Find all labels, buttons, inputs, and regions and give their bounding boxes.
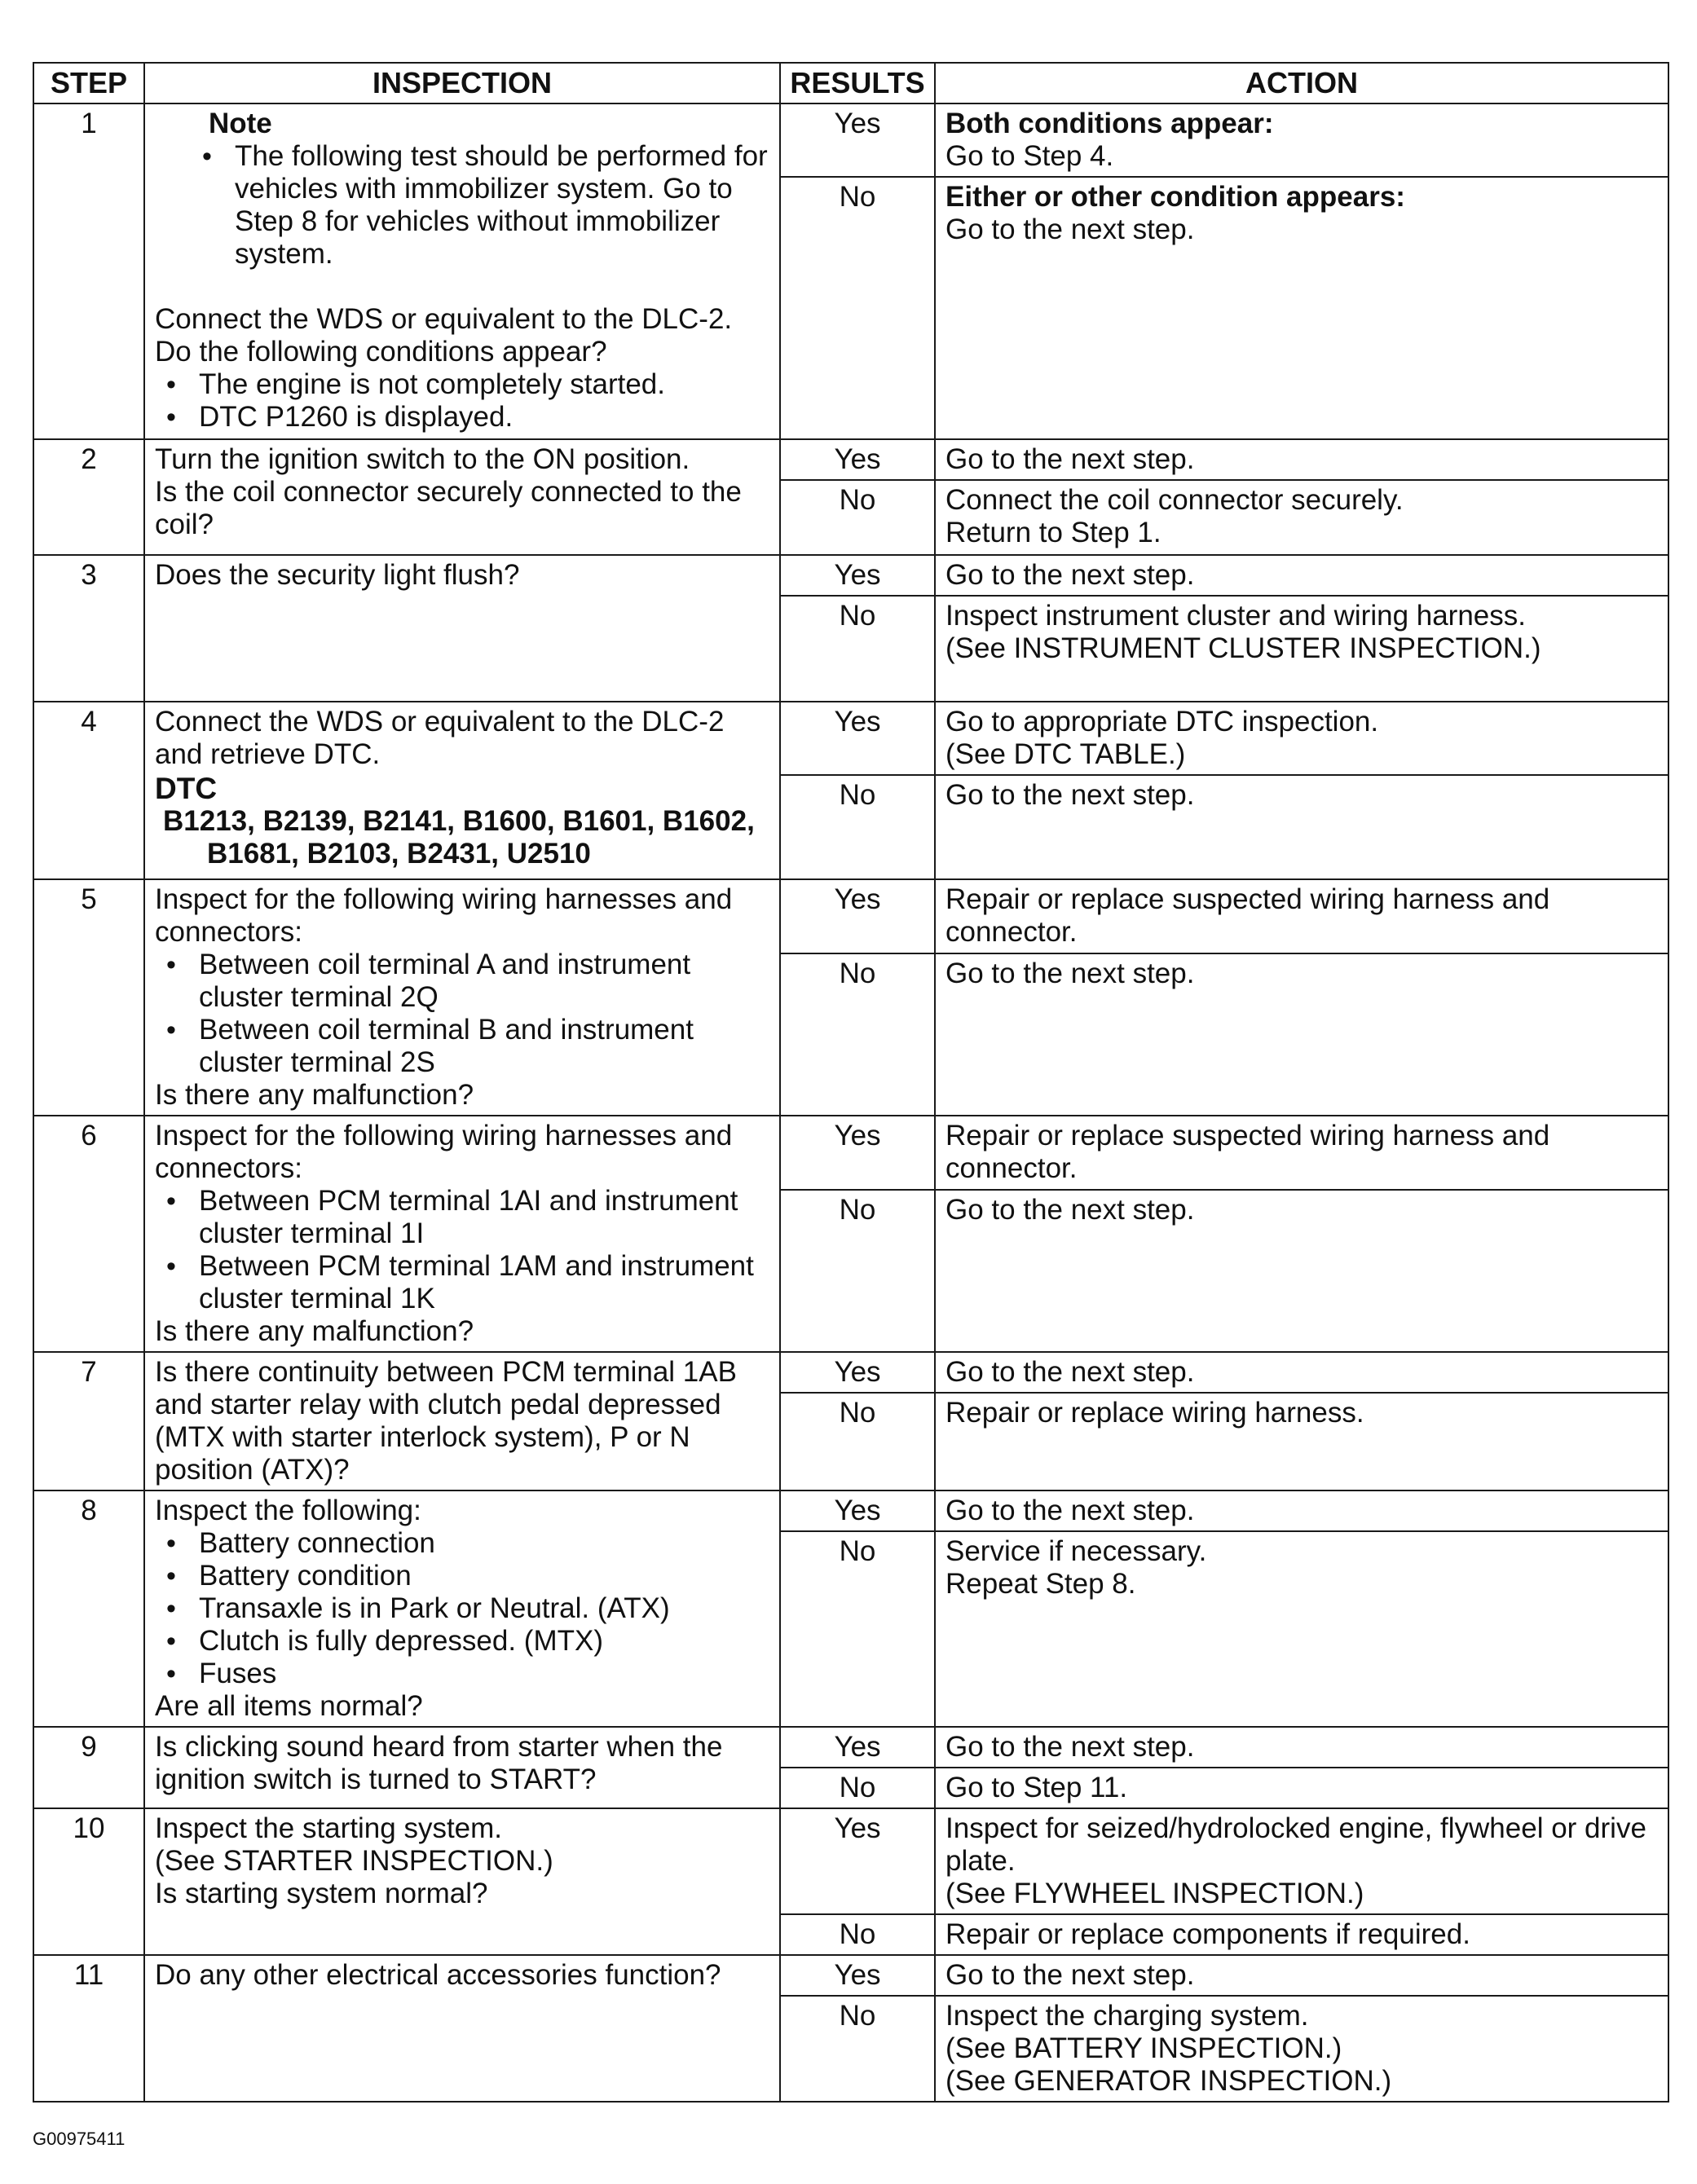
action-no: Repair or replace wiring harness. — [935, 1393, 1668, 1490]
step-inspection — [144, 1490, 780, 1727]
step-11-yes-row — [33, 1955, 1668, 1996]
diagnostic-procedure-table — [33, 62, 1669, 2103]
action-text: Inspect instrument cluster and wiring harness. — [945, 600, 1526, 632]
step-number: 1 — [33, 103, 144, 439]
inspection-line: Inspect the starting system. — [155, 1812, 503, 1844]
action-yes — [935, 1808, 1668, 1914]
result-no: No — [780, 1768, 935, 1808]
step-inspection — [144, 1955, 780, 2102]
step-8-yes-row — [33, 1490, 1668, 1531]
result-no: No — [780, 1190, 935, 1352]
inspection-line: Is starting system normal? — [155, 1878, 488, 1909]
table-header-row — [33, 63, 1668, 103]
step-inspection — [144, 1352, 780, 1490]
step-7-yes-row — [33, 1352, 1668, 1393]
step-number: 4 — [33, 702, 144, 879]
inspection-item: • Between coil terminal A and instrument cluster terminal 2Q — [155, 949, 769, 1014]
action-condition: Either or other condition appears: — [945, 181, 1405, 213]
result-no: No — [780, 1531, 935, 1727]
action-no — [935, 596, 1668, 702]
result-yes: Yes — [780, 702, 935, 775]
inspection-item: • Transaxle is in Park or Neutral. (ATX) — [155, 1592, 769, 1625]
step-10-yes-row — [33, 1808, 1668, 1914]
result-yes: Yes — [780, 1727, 935, 1768]
action-yes — [935, 702, 1668, 775]
inspection-line: Is clicking sound heard from starter when the ignition switch is turned to START? — [155, 1731, 723, 1795]
action-text: Service if necessary. — [945, 1535, 1207, 1568]
action-yes: Repair or replace suspected wiring harness and connector. — [935, 879, 1668, 953]
result-no: No — [780, 480, 935, 555]
step-3-yes-row — [33, 555, 1668, 596]
result-no: No — [780, 775, 935, 879]
action-text: Repeat Step 8. — [945, 1568, 1136, 1601]
action-yes: Go to the next step. — [935, 555, 1668, 596]
inspection-line: Is there continuity between PCM terminal 1AB and starter relay with clutch pedal depressed (MTX with starter interlock system), P or N position (ATX)? — [155, 1356, 737, 1486]
note-bullet: • The following test should be performed for vehicles with immobilizer system. Go to Step 8 for vehicles without immobilizer system. — [155, 140, 769, 271]
inspection-item: • Clutch is fully depressed. (MTX) — [155, 1625, 769, 1658]
action-text: Inspect the charging system. — [945, 2000, 1309, 2032]
inspection-question: Are all items normal? — [155, 1690, 423, 1722]
condition-item: • The engine is not completely started. — [155, 368, 769, 401]
condition-list — [155, 368, 769, 434]
step-9-yes-row — [33, 1727, 1668, 1768]
action-yes: Go to the next step. — [935, 1490, 1668, 1531]
step-number: 8 — [33, 1490, 144, 1727]
step-number: 2 — [33, 439, 144, 555]
inspection-line: Does the security light flush? — [155, 559, 520, 591]
step-5-yes-row — [33, 879, 1668, 953]
action-text: Go to the next step. — [945, 214, 1195, 245]
action-text: Go to Step 4. — [945, 140, 1114, 172]
result-no: No — [780, 177, 935, 439]
inspection-question: Is there any malfunction? — [155, 1315, 474, 1347]
step-inspection — [144, 1808, 780, 1955]
inspection-line: Inspect the following: — [155, 1495, 421, 1526]
header-action: ACTION — [935, 63, 1668, 103]
dtc-heading: DTC — [155, 772, 218, 805]
inspection-line: (See STARTER INSPECTION.) — [155, 1845, 553, 1877]
inspection-line: Connect the WDS or equivalent to the DLC-2. — [155, 303, 733, 335]
result-no: No — [780, 1996, 935, 2102]
inspection-line: Turn the ignition switch to the ON position. — [155, 443, 690, 475]
action-no: Repair or replace components if required. — [935, 1914, 1668, 1955]
inspection-question: Is there any malfunction? — [155, 1079, 474, 1111]
inspection-line: Connect the WDS or equivalent to the DLC-2 and retrieve DTC. — [155, 706, 725, 770]
step-number: 7 — [33, 1352, 144, 1490]
result-yes: Yes — [780, 555, 935, 596]
note-heading: Note — [209, 108, 272, 139]
step-inspection — [144, 879, 780, 1116]
result-yes: Yes — [780, 439, 935, 480]
header-step: STEP — [33, 63, 144, 103]
inspection-line: Do the following conditions appear? — [155, 336, 607, 368]
step-inspection — [144, 1116, 780, 1352]
step-inspection — [144, 103, 780, 439]
action-text: Connect the coil connector securely. — [945, 484, 1404, 516]
action-no — [935, 480, 1668, 555]
header-results: RESULTS — [780, 63, 935, 103]
inspection-line: Inspect for the following wiring harnesses and connectors: — [155, 1120, 733, 1184]
action-yes: Go to the next step. — [935, 439, 1668, 480]
step-inspection — [144, 702, 780, 879]
result-yes: Yes — [780, 1955, 935, 1996]
action-text: (See DTC TABLE.) — [945, 738, 1186, 770]
dtc-codes-line: B1213, B2139, B2141, B1600, B1601, B1602, — [163, 805, 755, 837]
step-inspection — [144, 555, 780, 702]
result-no: No — [780, 1914, 935, 1955]
step-4-yes-row — [33, 702, 1668, 775]
note-list — [155, 140, 769, 271]
action-text: Go to appropriate DTC inspection. — [945, 706, 1379, 738]
action-no — [935, 1531, 1668, 1727]
action-text: Inspect for seized/hydrolocked engine, flywheel or drive plate. — [945, 1812, 1646, 1877]
condition-item: • DTC P1260 is displayed. — [155, 401, 769, 434]
dtc-code-list — [155, 805, 769, 870]
step-6-yes-row — [33, 1116, 1668, 1190]
step-number: 11 — [33, 1955, 144, 2102]
action-text: (See GENERATOR INSPECTION.) — [945, 2065, 1392, 2097]
inspection-line: Do any other electrical accessories function? — [155, 1959, 721, 1991]
action-text: (See BATTERY INSPECTION.) — [945, 2032, 1342, 2064]
step-number: 6 — [33, 1116, 144, 1352]
result-no: No — [780, 1393, 935, 1490]
action-no — [935, 177, 1668, 439]
step-number: 9 — [33, 1727, 144, 1808]
action-yes — [935, 103, 1668, 177]
step-number: 5 — [33, 879, 144, 1116]
result-no: No — [780, 596, 935, 702]
inspection-item: • Between PCM terminal 1AM and instrument cluster terminal 1K — [155, 1250, 769, 1315]
step-inspection — [144, 1727, 780, 1808]
action-yes: Go to the next step. — [935, 1352, 1668, 1393]
step-number: 3 — [33, 555, 144, 702]
action-text: (See INSTRUMENT CLUSTER INSPECTION.) — [945, 632, 1541, 664]
inspection-list — [155, 949, 769, 1079]
inspection-list — [155, 1527, 769, 1690]
inspection-list — [155, 1185, 769, 1315]
action-condition: Both conditions appear: — [945, 108, 1274, 139]
image-code: G00975411 — [33, 2129, 126, 2149]
result-yes: Yes — [780, 879, 935, 953]
header-inspection: INSPECTION — [144, 63, 780, 103]
action-no: Go to the next step. — [935, 775, 1668, 879]
inspection-item: • Between PCM terminal 1AI and instrument cluster terminal 1I — [155, 1185, 769, 1250]
action-no: Go to Step 11. — [935, 1768, 1668, 1808]
action-no: Go to the next step. — [935, 1190, 1668, 1352]
action-yes: Go to the next step. — [935, 1727, 1668, 1768]
step-2-yes-row — [33, 439, 1668, 480]
dtc-codes-line: B1681, B2103, B2431, U2510 — [207, 838, 591, 870]
result-yes: Yes — [780, 103, 935, 177]
inspection-item: • Battery connection — [155, 1527, 769, 1560]
action-text: (See FLYWHEEL INSPECTION.) — [945, 1878, 1364, 1909]
action-no — [935, 1996, 1668, 2102]
result-yes: Yes — [780, 1116, 935, 1190]
inspection-item: • Battery condition — [155, 1560, 769, 1592]
result-yes: Yes — [780, 1490, 935, 1531]
result-yes: Yes — [780, 1352, 935, 1393]
inspection-line: Inspect for the following wiring harnesses and connectors: — [155, 883, 733, 948]
step-inspection — [144, 439, 780, 555]
result-yes: Yes — [780, 1808, 935, 1914]
result-no: No — [780, 953, 935, 1116]
action-text: Return to Step 1. — [945, 517, 1161, 548]
action-yes: Repair or replace suspected wiring harness and connector. — [935, 1116, 1668, 1190]
action-yes: Go to the next step. — [935, 1955, 1668, 1996]
inspection-line: Is the coil connector securely connected to the coil? — [155, 476, 742, 540]
inspection-item: • Between coil terminal B and instrument cluster terminal 2S — [155, 1014, 769, 1079]
step-1-yes-row — [33, 103, 1668, 177]
inspection-item: • Fuses — [155, 1658, 769, 1690]
action-no: Go to the next step. — [935, 953, 1668, 1116]
step-number: 10 — [33, 1808, 144, 1955]
